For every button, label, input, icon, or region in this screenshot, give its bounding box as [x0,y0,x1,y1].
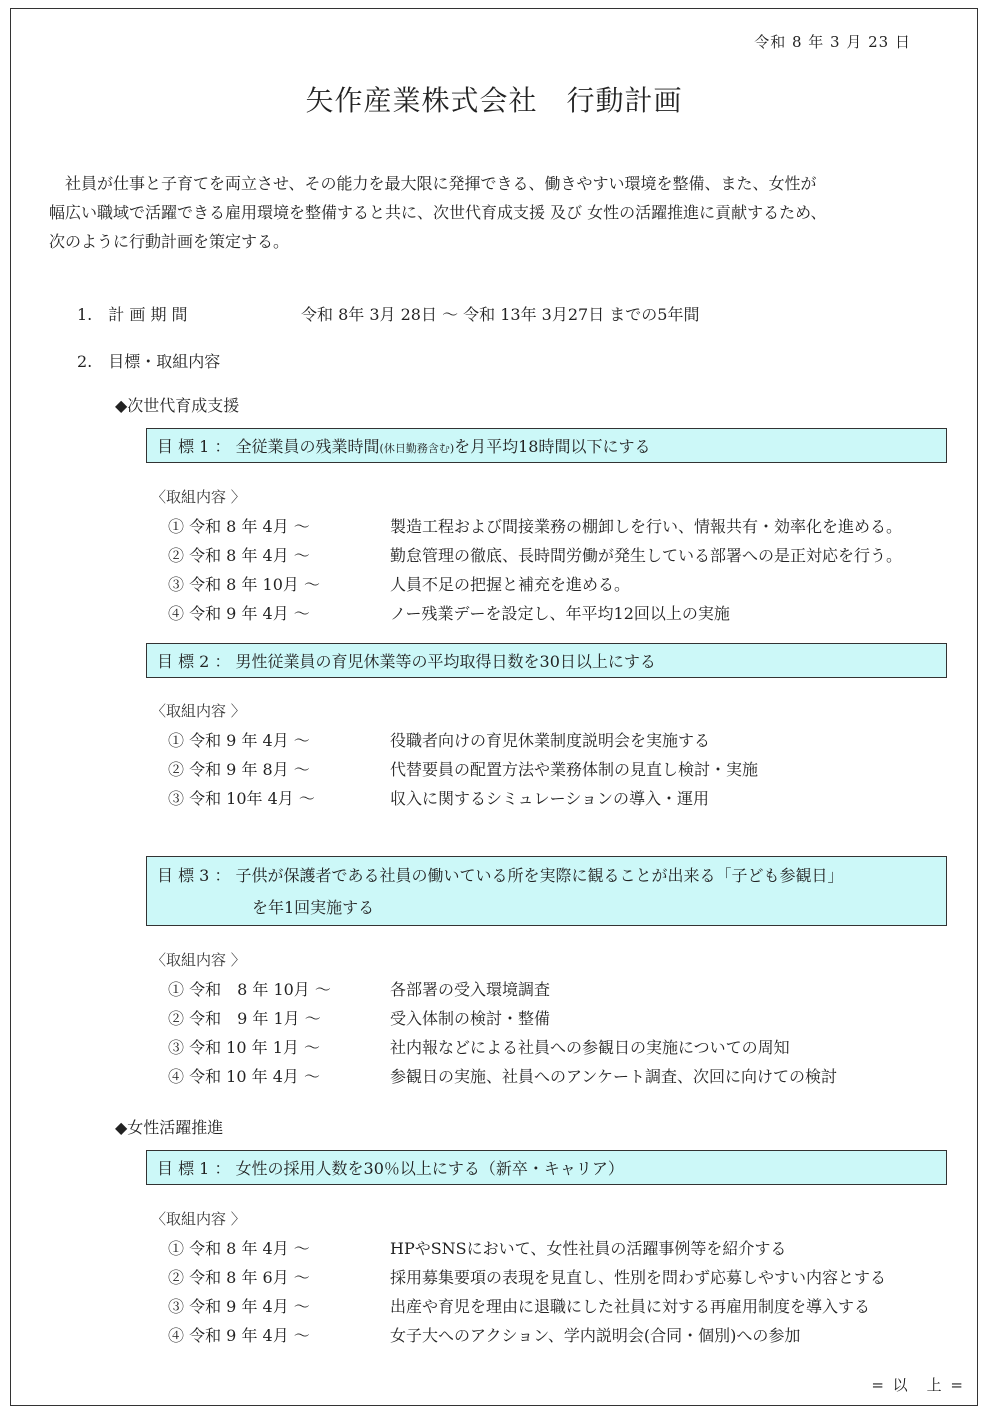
goal-text: 目 標 2 ： 男性従業員の育児休業等の平均取得日数を30日以上にする [157,652,656,671]
action-date: ① 令和 8 年 10月 ～ [168,980,331,999]
plan-period-value: 令和 8年 3月 28日 ～ 令和 13年 3月27日 までの5年間 [301,305,700,324]
goal-note: (休日勤務含む) [379,442,455,455]
intro-paragraph [49,169,949,256]
action-text: 収入に関するシミュレーションの導入・運用 [390,789,710,808]
action-text: 女子大へのアクション、学内説明会(合同・個別)への参加 [390,1326,801,1345]
intro-line: 社員が仕事と子育てを両立させ、その能力を最大限に発揮できる、働きやすい環境を整備、また、女性が [49,174,817,193]
action-text: 代替要員の配置方法や業務体制の見直し検討・実施 [390,760,759,779]
action-text: 出産や育児を理由に退職にした社員に対する再雇用制度を導入する [390,1297,871,1316]
goal-box [146,428,947,463]
action-date: ② 令和 8 年 6月 ～ [168,1268,310,1287]
goal-text: 目 標 3 ： 子供が保護者である社員の働いている所を実際に観ることが出来る「子ども参観日」 [157,866,844,885]
end-mark: = 以 上 = [871,1376,965,1394]
action-date: ③ 令和 10 年 1月 ～ [168,1038,320,1057]
intro-line: 幅広い職域で活躍できる雇用環境を整備すると共に、次世代育成支援 及び 女性の活躍推進に貢献するため、 [49,203,827,222]
action-text: ノー残業デーを設定し、年平均12回以上の実施 [390,604,730,623]
action-text: 参観日の実施、社員へのアンケート調査、次回に向けての検討 [390,1067,838,1086]
action-date: ① 令和 9 年 4月 ～ [168,731,310,750]
goal-box [146,856,947,926]
goal-box [146,643,947,678]
plan-period-label: 1. 計 画 期 間 [77,305,188,324]
document-page [10,8,978,1406]
intro-line: 次のように行動計画を策定する。 [49,232,290,251]
section-heading-next-generation: ◆次世代育成支援 [115,396,240,415]
action-date: ④ 令和 9 年 4月 ～ [168,1326,310,1345]
section-heading-women-advancement: ◆女性活躍推進 [115,1118,224,1137]
document-date: 令和 8 年 3 月 23 日 [754,33,911,51]
action-date: ② 令和 9 年 1月 ～ [168,1009,321,1028]
actions-label: 〈取組内容 〉 [151,1210,246,1228]
goal-text: 目 標 1 ： 全従業員の残業時間 [157,437,380,456]
action-text: 各部署の受入環境調査 [390,980,551,999]
action-date: ② 令和 8 年 4月 ～ [168,546,310,565]
action-date: ① 令和 8 年 4月 ～ [168,1239,310,1258]
goal-text: 目 標 1 ： 女性の採用人数を30％以上にする（新卒・キャリア） [157,1159,624,1178]
action-text: 役職者向けの育児休業制度説明会を実施する [390,731,711,750]
goal-box [146,1150,947,1185]
document-title: 矢作産業株式会社 行動計画 [305,84,683,117]
action-date: ③ 令和 9 年 4月 ～ [168,1297,310,1316]
action-text: 社内報などによる社員への参観日の実施についての周知 [390,1038,790,1057]
action-date: ① 令和 8 年 4月 ～ [168,517,310,536]
actions-label: 〈取組内容 〉 [151,951,246,969]
action-date: ② 令和 9 年 8月 ～ [168,760,310,779]
action-text: 受入体制の検討・整備 [390,1009,551,1028]
action-text: HPやSNSにおいて、女性社員の活躍事例等を紹介する [390,1239,787,1258]
action-date: ④ 令和 9 年 4月 ～ [168,604,310,623]
action-text: 人員不足の把握と補充を進める。 [390,575,631,594]
action-date: ③ 令和 10年 4月 ～ [168,789,315,808]
goal-text-suffix: を月平均18時間以下にする [454,437,651,456]
action-date: ④ 令和 10 年 4月 ～ [168,1067,320,1086]
action-text: 採用募集要項の表現を見直し、性別を問わず応募しやすい内容とする [390,1268,887,1287]
action-text: 勤怠管理の徹底、長時間労働が発生している部署への是正対応を行う。 [390,546,903,565]
actions-label: 〈取組内容 〉 [151,702,246,720]
goals-heading: 2. 目標・取組内容 [77,352,221,371]
actions-label: 〈取組内容 〉 [151,488,246,506]
action-text: 製造工程および間接業務の棚卸しを行い、情報共有・効率化を進める。 [390,517,903,536]
goal-text-continued: を年1回実施する [252,898,375,917]
action-date: ③ 令和 8 年 10月 ～ [168,575,320,594]
